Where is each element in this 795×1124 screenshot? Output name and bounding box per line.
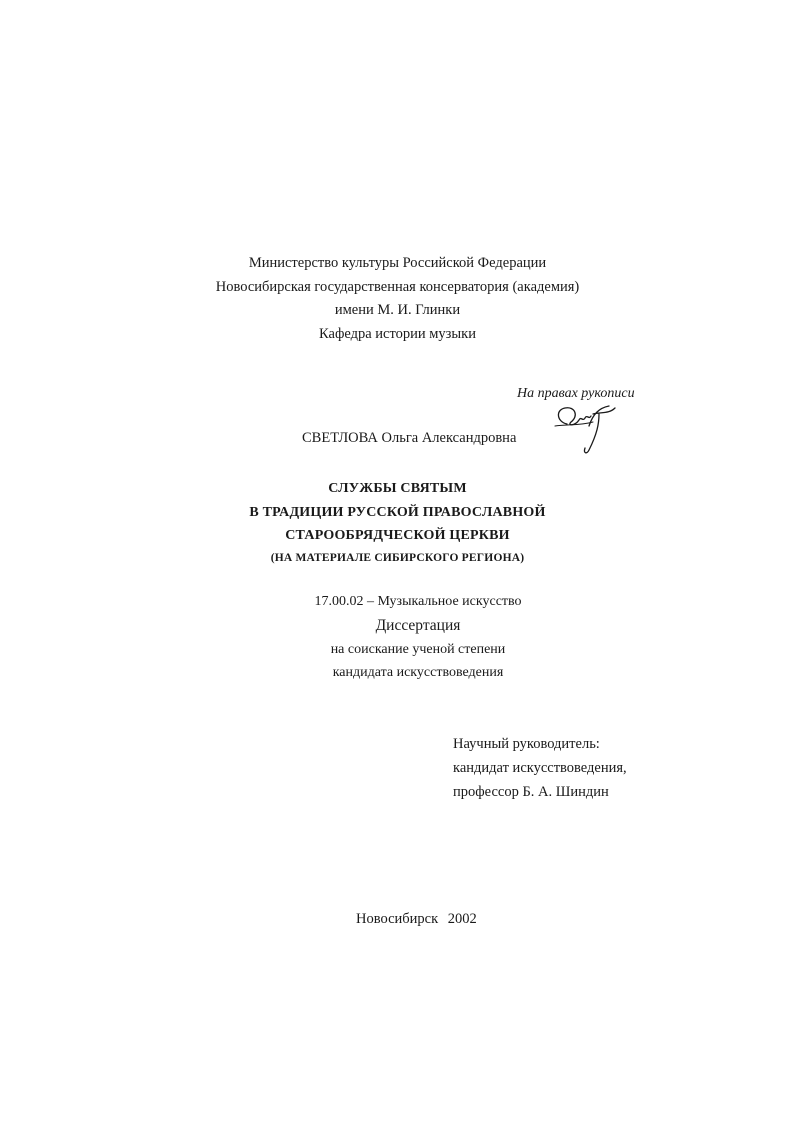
named-after: имени М. И. Глинки xyxy=(334,302,461,318)
degree-name: кандидата искусствоведения xyxy=(332,665,504,680)
city-year: Новосибирск 2002 xyxy=(356,911,477,927)
supervisor-rank: кандидат искусствоведения, xyxy=(453,760,627,776)
degree-purpose: на соискание ученой степени xyxy=(330,642,506,657)
conservatory-name: Новосибирская государственная консерватория (академия) xyxy=(215,278,580,295)
supervisor-name: профессор Б. А. Шиндин xyxy=(453,784,609,800)
title-line-1: СЛУЖБЫ СВЯТЫМ xyxy=(328,481,467,496)
manuscript-note: На правах рукописи xyxy=(517,386,635,401)
title-subtitle: (НА МАТЕРИАЛЕ СИБИРСКОГО РЕГИОНА) xyxy=(270,551,525,564)
degree-block xyxy=(0,590,795,684)
handwritten-signature xyxy=(553,400,623,458)
title-line-2: В ТРАДИЦИИ РУССКОЙ ПРАВОСЛАВНОЙ xyxy=(249,504,546,520)
specialty-code: 17.00.02 – Музыкальное искусство xyxy=(314,594,522,609)
author-name: СВЕТЛОВА Ольга Александровна xyxy=(302,430,517,446)
document-type: Диссертация xyxy=(375,617,461,634)
title-line-3: СТАРООБРЯДЧЕСКОЙ ЦЕРКВИ xyxy=(285,528,510,543)
department-name: Кафедра истории музыки xyxy=(319,325,476,342)
supervisor-role: Научный руководитель: xyxy=(453,736,600,752)
institution-block xyxy=(0,252,795,346)
dissertation-title xyxy=(0,477,795,568)
supervisor-block xyxy=(453,732,627,804)
ministry-name: Министерство культуры Российской Федерации xyxy=(248,255,547,271)
